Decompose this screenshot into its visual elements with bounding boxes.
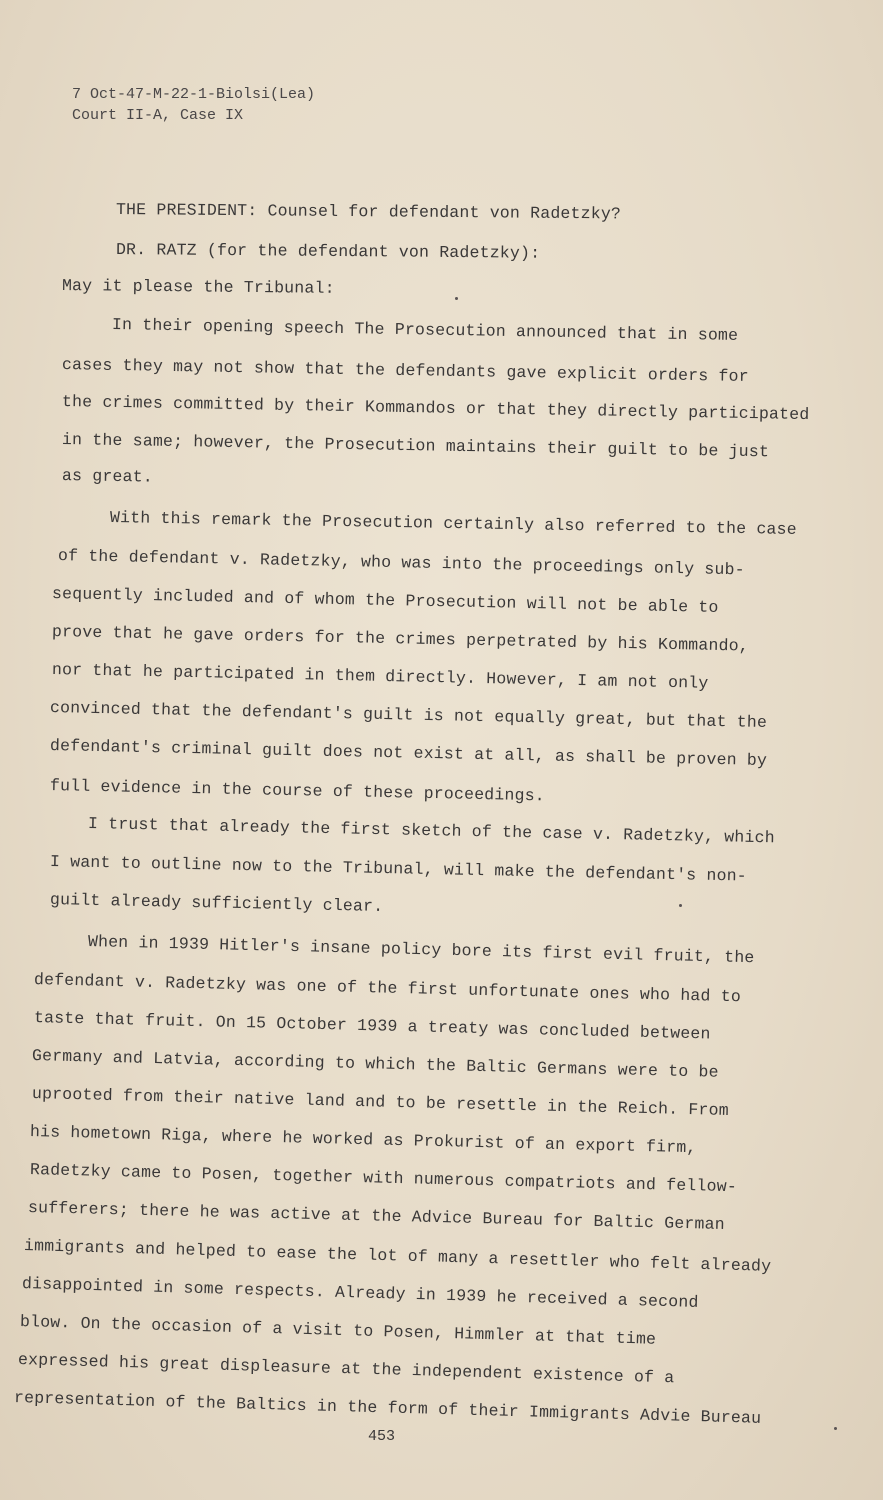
header-reference-line: 7 Oct-47-M-22-1-Biolsi(Lea) — [72, 86, 316, 103]
body-line: of the defendant v. Radetzky, who was into the proceedings only sub- — [57, 546, 745, 580]
body-line: cases they may not show that the defendants gave explicit orders for — [61, 355, 749, 386]
body-line: the crimes committed by their Kommandos or that they directly participated — [61, 392, 810, 425]
body-line: representation of the Baltics in the form of their Immigrants Advie Bureau — [13, 1388, 762, 1428]
body-line: With this remark the Prosecution certainly also referred to the case — [109, 508, 797, 539]
body-line: THE PRESIDENT: Counsel for defendant von Radetzky? — [115, 200, 622, 224]
ink-speck — [679, 904, 682, 907]
body-line: blow. On the occasion of a visit to Posen, Himmler at that time — [19, 1312, 657, 1349]
body-line: May it please the Tribunal: — [61, 276, 335, 298]
body-line: guilt already sufficiently clear. — [49, 890, 384, 916]
body-line: taste that fruit. On 15 October 1939 a treaty was concluded between — [33, 1008, 711, 1044]
body-line: his hometown Riga, where he worked as Prokurist of an export firm, — [29, 1122, 697, 1158]
body-line: in the same; however, the Prosecution maintains their guilt to be just — [61, 430, 770, 462]
body-line: defendant's criminal guilt does not exist at all, as shall be proven by — [49, 736, 768, 771]
body-line: I trust that already the first sketch of the case v. Radetzky, which — [87, 814, 775, 848]
body-line: full evidence in the course of these proceedings. — [49, 776, 546, 806]
body-line: convinced that the defendant's guilt is not equally great, but that the — [49, 698, 768, 733]
body-line: immigrants and helped to ease the lot of many a resettler who felt already — [23, 1236, 772, 1276]
body-line: DR. RATZ (for the defendant von Radetzky): — [115, 240, 541, 263]
document-header — [72, 84, 315, 126]
body-line: sufferers; there he was active at the Advice Bureau for Baltic German — [27, 1198, 726, 1235]
body-line: as great. — [61, 466, 154, 487]
body-line: Radetzky came to Posen, together with numerous compatriots and fellow- — [29, 1160, 738, 1197]
body-line: uprooted from their native land and to be resettle in the Reich. From — [31, 1084, 730, 1121]
ink-speck — [834, 1427, 837, 1430]
body-line: Germany and Latvia, according to which the Baltic Germans were to be — [31, 1046, 719, 1082]
ink-speck — [455, 297, 458, 300]
page-number: 453 — [368, 1428, 396, 1445]
body-line: expressed his great displeasure at the independent existence of a — [17, 1350, 675, 1388]
body-line: prove that he gave orders for the crimes perpetrated by his Kommando, — [51, 622, 750, 656]
body-line: In their opening speech The Prosecution announced that in some — [111, 315, 739, 345]
body-line: I want to outline now to the Tribunal, will make the defendant's non- — [49, 852, 748, 886]
body-line: sequently included and of whom the Prosecution will not be able to — [51, 584, 719, 617]
body-line: When in 1939 Hitler's insane policy bore its first evil fruit, the — [87, 932, 755, 968]
header-court-line: Court II-A, Case IX — [72, 107, 244, 124]
body-line: disappointed in some respects. Already in 1939 he received a second — [21, 1274, 699, 1312]
body-line: defendant v. Radetzky was one of the first unfortunate ones who had to — [33, 970, 742, 1007]
body-line: nor that he participated in them directly. However, I am not only — [51, 660, 709, 693]
